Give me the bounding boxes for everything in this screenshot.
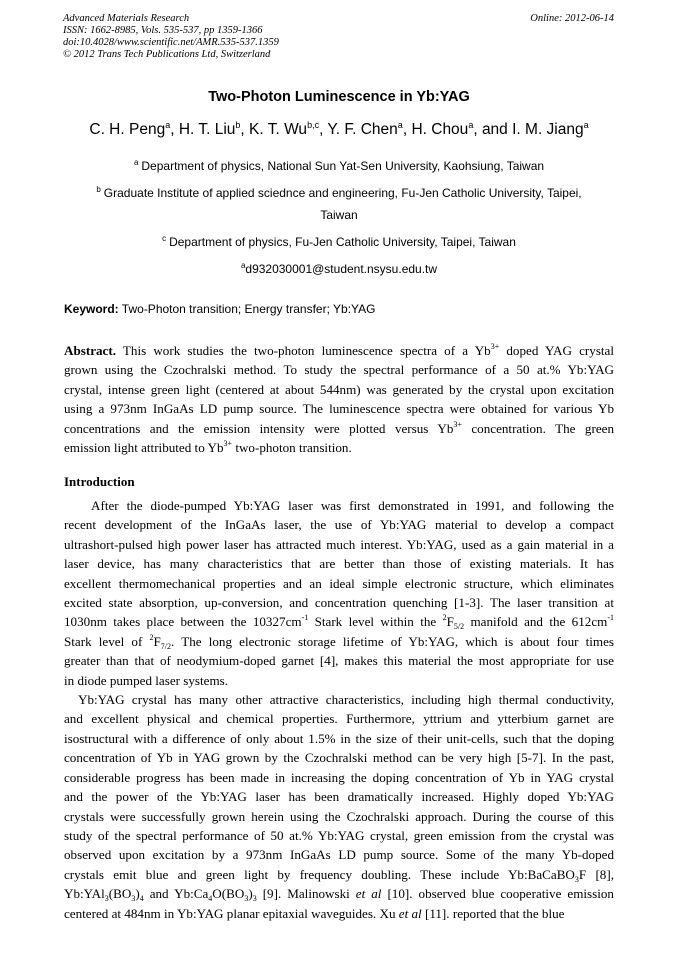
author-affiliation-mark: b [235, 120, 241, 130]
affiliation-b-cont: Taiwan [320, 208, 358, 222]
author-name: H. Chou [411, 121, 469, 138]
text-line: ultrashort-pulsed high power laser has attracted much interest. Yb:YAG, used as a gain material in a [64, 536, 614, 552]
text-line: excited state absorption, up-conversion, and concentration quenching [1-3]. The laser transition at [64, 595, 614, 611]
text-line: concentration of Yb in YAG grown by the Czochralski method can be very high [5-7]. In the past, [64, 750, 614, 766]
author-name: K. T. Wu [249, 121, 308, 138]
text-line: After the diode-pumped Yb:YAG laser was first demonstrated in 1991, and following the [91, 498, 614, 513]
affiliation-mark: b [96, 185, 101, 194]
author-name: Y. F. Chen [327, 121, 398, 138]
author-list [0, 121, 678, 139]
text-line: excellent thermomechanical properties and an ideal simple electronic structure, which eliminates [64, 575, 614, 591]
text-line: grown using the Czochralski method. To study the spectral performance of a 50 at.% Yb:YAG [64, 362, 614, 378]
text-line: recent development of the InGaAs laser, the use of Yb:YAG material to develop a compact [64, 517, 614, 533]
section-heading-introduction: Introduction [64, 474, 135, 489]
text-line: crystals were successfully grown herein using the Czochralski approach. During the course of this [64, 808, 614, 824]
affiliation-mark: a [133, 158, 139, 167]
keywords-text: Two-Photon transition; Energy transfer; Yb:YAG [118, 302, 376, 316]
text-line: Abstract. This work studies the two-photon luminescence spectra of a $Yb^{3+}$ doped YAG crystal [64, 342, 614, 358]
author-separator: , [402, 121, 412, 138]
text-line: $Yb:YAl_3(BO_3)_4$ and $Yb:Ca_4O(BO_3)_3$ [9]. Malinowski et al [10]. observed blue cooperative emission [64, 886, 614, 904]
affiliation-text: Graduate Institute of applied sciednce and engineering, Fu-Jen Catholic University, Taipei, [103, 186, 582, 200]
paper-title: Two-Photon Luminescence in Yb:YAG [208, 89, 470, 105]
text-line: isostructural with a difference of only about 1.5% in the size of their unit-cells, such that the doping [64, 730, 614, 746]
abstract [64, 341, 614, 457]
author-name: I. M. Jiang [512, 121, 584, 138]
text-line: observed upon excitation by a 973nm InGaAs LD pump source. Some of the many Yb-doped [64, 847, 614, 863]
introduction-body [64, 496, 614, 923]
text-line: in diode pumped laser systems. [64, 672, 229, 688]
affiliation-a [0, 155, 678, 177]
text-line: concentrations and the emission intensity were plotted versus $Yb^{3+}$ concentration. The green [64, 419, 614, 436]
email-mark: a [240, 261, 246, 270]
text-line: centered at 484nm in Yb:YAG planar epitaxial waveguides. Xu et al [11]. reported that the blue [64, 905, 565, 921]
email-text: d932030001@student.nsysu.edu.tw [245, 262, 438, 276]
author-separator: , [240, 121, 250, 138]
text-line: using a 973nm InGaAs LD pump source. The luminescence spectra were obtained for various Yb [64, 401, 614, 417]
author-affiliation-mark: a [165, 120, 171, 130]
abstract-label: Abstract. [64, 343, 116, 358]
affiliation-mark: c [162, 234, 167, 243]
journal-name: Advanced Materials Research [63, 13, 190, 24]
text-line: considerable progress has been made in increasing the doping concentration of Yb in YAG crystal [64, 769, 614, 785]
keywords-label: Keyword: [64, 302, 119, 316]
doi-line: doi:10.4028/www.scientific.net/AMR.535-537.1359 [63, 37, 279, 48]
author-affiliation-mark: a [468, 120, 474, 130]
author-affiliation-mark: a [583, 120, 589, 130]
text-line: crystal, intense green light (centered at about 544nm) was generated by the crystal upon excitation [64, 381, 614, 397]
affiliation-c [0, 231, 678, 253]
text-line: 1030nm takes place between the $10327cm^{-1}$ Stark level within the $^2F_{5/2}$ manifold and the $612cm^{-1}$ [64, 613, 614, 632]
affiliation-text: Department of physics, Fu-Jen Catholic University, Taipei, Taiwan [169, 235, 516, 249]
affiliation-text: Department of physics, National Sun Yat-Sen University, Kaohsiung, Taiwan [141, 159, 545, 173]
text-line: emission light attributed to $Yb^{3+}$ two-photon transition. [64, 439, 352, 456]
journal-header [63, 13, 279, 61]
author-email [0, 258, 678, 280]
copyright-line: © 2012 Trans Tech Publications Ltd, Switzerland [63, 49, 271, 60]
issn-line: ISSN: 1662-8985, Vols. 535-537, pp 1359-1366 [63, 25, 263, 36]
author-name: C. H. Peng [89, 121, 166, 138]
affiliation-b [0, 182, 678, 204]
text-line: greater than that of neodymium-doped garnet [4], makes this material the most appropriate for use [64, 653, 614, 669]
text-line: crystals emit blue and green light by frequency doubling. These include Yb:BaCaBO$_3$F [8], [64, 866, 614, 884]
text-line: laser device, has many characteristics that are better than those of existing materials. It has [64, 556, 614, 572]
author-name: H. T. Liu [178, 121, 236, 138]
text-line: Yb:YAG crystal has many other attractive characteristics, including high thermal conductivity, [78, 692, 614, 708]
author-affiliation-mark: a [397, 120, 403, 130]
online-date: Online: 2012-06-14 [530, 13, 614, 24]
text-line: and excellent physical and chemical properties. Furthermore, yttrium and ytterbium garnet are [64, 711, 614, 727]
author-affiliation-mark: b,c [307, 120, 320, 130]
text-line: study of the spectral performance of 50 at.% Yb:YAG crystal, green emission from the crystal was [64, 827, 614, 843]
text-line: Stark level of $^2F_{7/2}$. The long electronic storage lifetime of Yb:YAG, which is about four times [64, 632, 615, 651]
text-line: and the power of the Yb:YAG laser has been dramatically increased. Highly doped Yb:YAG [64, 789, 614, 805]
keywords [64, 302, 376, 316]
author-separator: , and [473, 121, 513, 138]
author-separator: , [170, 121, 179, 138]
author-separator: , [319, 121, 328, 138]
